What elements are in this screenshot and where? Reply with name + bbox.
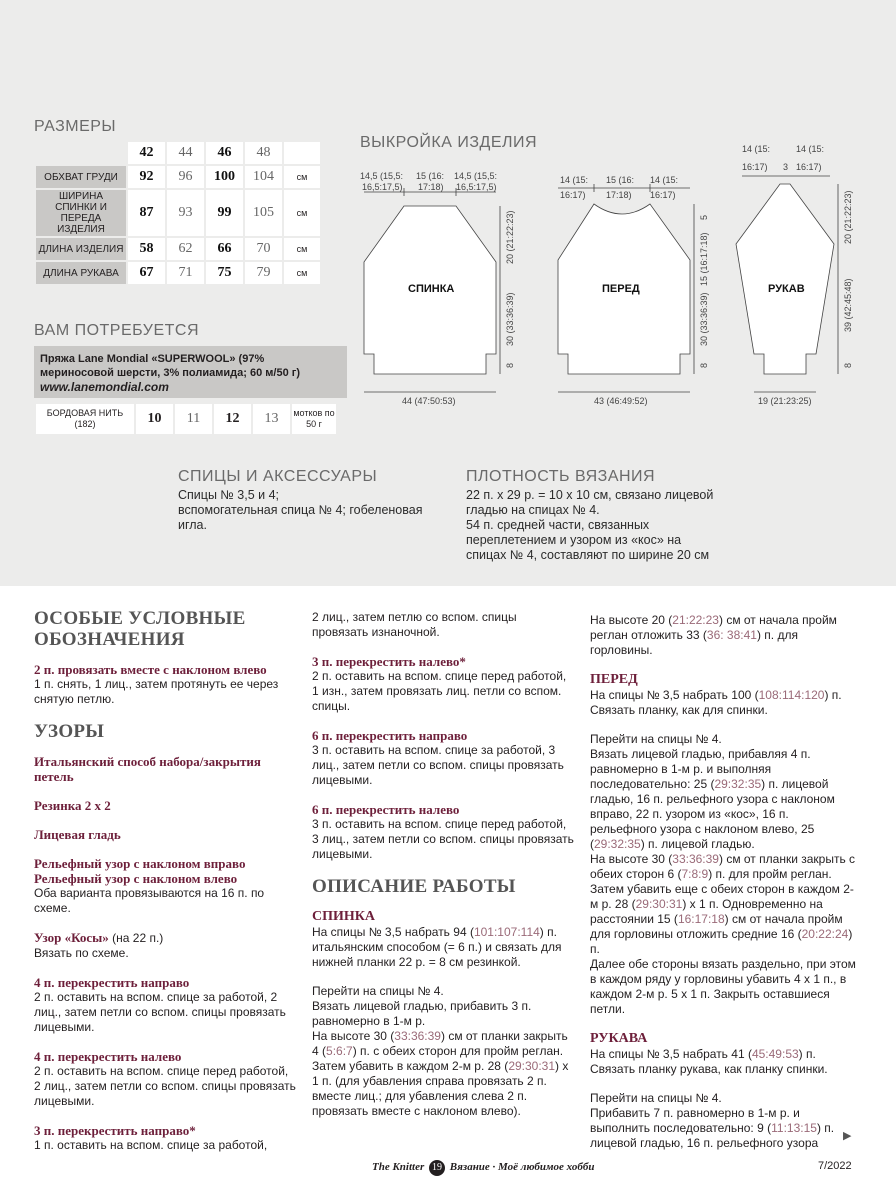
magazine-name: Вязание · Моё любимое хобби: [449, 1161, 595, 1173]
front-side-0: 5: [699, 214, 709, 220]
yarn-table: БОРДОВАЯ НИТЬ (182) 10 11 12 13 мотков по 50 г: [34, 402, 338, 436]
back-side-1: 20 (21:22:23): [505, 210, 515, 264]
accessories-heading: СПИЦЫ И АКСЕССУАРЫ: [178, 468, 378, 485]
back-side-2: 30 (33:36:39): [505, 292, 515, 346]
back-top-mid-2: 17:18): [418, 182, 444, 192]
continue-arrow-icon: ▶: [843, 1130, 852, 1142]
back-top-left-2: 16,5:17,5): [362, 182, 403, 192]
size-42: 42: [128, 142, 165, 164]
sizes-table: [34, 140, 322, 286]
sleeve-top-mid: 3: [783, 162, 789, 172]
front-top-mid-2: 17:18): [606, 190, 632, 200]
back-top-right: 14,5 (15,5:: [454, 171, 498, 181]
front-top-mid: 15 (16:: [606, 175, 635, 185]
sleeve-bottom: 19 (21:23:25): [758, 396, 812, 406]
front-top-right: 14 (15:: [650, 175, 679, 185]
special-symbols-heading: ОСОБЫЕ УСЛОВНЫЕ ОБОЗНАЧЕНИЯ: [34, 608, 246, 650]
size-48: 48: [245, 142, 282, 164]
sizes-row: ОБХВАТ ГРУДИ 92 96 100 104 см: [36, 166, 320, 188]
needed-heading: ВАМ ПОТРЕБУЕТСЯ: [34, 322, 199, 339]
yarn-info: [34, 346, 347, 398]
sleeve-side-2: 39 (42:45:48): [843, 278, 853, 332]
page-footer: [0, 1160, 896, 1180]
brand-name: The Knitter: [372, 1161, 425, 1173]
front-top-left: 14 (15:: [560, 175, 589, 185]
sleeve-top-left-2: 16:17): [742, 162, 768, 172]
back-side-3: 8: [505, 362, 515, 368]
issue-date: 7/2022: [818, 1160, 852, 1172]
accessories-text: Спицы № 3,5 и 4; вспомогательная спица № 4; гобеленовая игла.: [178, 488, 423, 532]
yarn-website: www.lanemondial.com: [40, 380, 169, 394]
page-number: 19: [429, 1160, 445, 1176]
size-46: 46: [206, 142, 243, 164]
size-44: 44: [167, 142, 204, 164]
sleeve-shape: [736, 184, 834, 374]
density-text: 22 п. х 29 р. = 10 х 10 см, связано лицевой гладью на спицах № 4. 54 п. средней части, связанных переплетением и узором из «кос» на спицах № 4, составляют по ширине 20 см: [466, 488, 714, 562]
sizes-heading: РАЗМЕРЫ: [34, 118, 117, 135]
sizes-row: ДЛИНА РУКАВА 67 71 75 79 см: [36, 262, 320, 284]
sleeve-top-right-2: 16:17): [796, 162, 822, 172]
front-top-right-2: 16:17): [650, 190, 676, 200]
front-bottom: 43 (46:49:52): [594, 396, 648, 406]
back-top-mid: 15 (16:: [416, 171, 445, 181]
description-heading: ОПИСАНИЕ РАБОТЫ: [312, 876, 516, 897]
sleeve-label: РУКАВ: [768, 283, 805, 295]
back-bottom: 44 (47:50:53): [402, 396, 456, 406]
sizes-header-row: [36, 142, 320, 164]
sleeves-heading: РУКАВА: [590, 1031, 648, 1046]
pattern-heading: ВЫКРОЙКА ИЗДЕЛИЯ: [360, 134, 538, 151]
back-top-left: 14,5 (15,5:: [360, 171, 404, 181]
yarn-color-label: БОРДОВАЯ НИТЬ (182): [36, 404, 134, 434]
column-1: ОСОБЫЕ УСЛОВНЫЕ ОБОЗНАЧЕНИЯ 2 п. провязать вместе с наклоном влево 1 п. снять, 1 лиц., затем протянуть ее через снятую петлю. УЗОРЫ Итальянский способ набора/закрытия петель Резинка 2 х 2 Лицевая гладь Рельефный узор с наклоном вправо Рельефный узор с наклоном влево Оба варианта провязываются на 16 п. по схеме. Узор «Косы» (на 22 п.) Вязать по схеме. 4 п. перекрестить направо 2 п. оставить на вспом. спице за работой, 2 лиц., затем петли со вспом. спицы провязать лицевыми. 4 п. перекрестить налево 2 п. оставить на вспом. спице перед работой, 2 лиц., затем петли со вспом. спицы провязать лицевыми. 3 п. перекрестить направо* 1 п. оставить на вспом. спице за работой,: [34, 608, 296, 1152]
sizes-row: ДЛИНА ИЗДЕЛИЯ 58 62 66 70 см: [36, 238, 320, 260]
sleeve-side-3: 8: [843, 362, 853, 368]
back-label: СПИНКА: [408, 283, 455, 295]
back-heading: СПИНКА: [312, 909, 376, 924]
sleeve-top-left: 14 (15:: [742, 144, 771, 154]
front-label: ПЕРЕД: [602, 283, 640, 295]
back-top-right-2: 16,5:17,5): [456, 182, 497, 192]
column-3: На высоте 20 (21:22:23) см от начала пройм реглан отложить 33 (36: 38:41) п. для горловины. ПЕРЕД На спицы № 3,5 набрать 100 (108:114:120) п. Связать планку, как для спинки. Перейти на спицы № 4. Вязать лицевой гладью, прибавляя 4 п. равномерно в 1-м р. и выполняя последовательно: 25 (29:32:35) п. лицевой гладью, 16 п. рельефного узора с наклоном вправо, 22 п. узором из «кос», 16 п. рельефного узора с наклоном влево, 25 (29:32:35) п. лицевой гладью. На высоте 30 (33:36:39) см от планки закрыть с обеих сторон 6 (7:8:9) п. для пройм реглан. Затем убавить еще с обеих сторон в каждом 2-м р. 28 (29:30:31) х 1 п. Одновременно на расстоянии 15 (16:17:18) см от начала пройм для горловины отложить средние 16 (20:22:24) п. Далее обе стороны вязать раздельно, при этом в каждом ряду у горловины убавить 4 х 1 п., в каждом 2-м р. 5 х 1 п. Закрыть оставшиеся петли. РУКАВА На спицы № 3,5 набрать 41 (45:49:53) п. Связать планку рукава, как планку спинки. Перейти на спицы № 4. Прибавить 7 п. равномерно в 1-м р. и выполнить последовательно: 9 (11:13:15) п. лицевой гладью, 16 п. рельефного узора: [590, 613, 858, 1165]
front-side-3: 8: [699, 362, 709, 368]
yarn-unit: мотков по 50 г: [292, 404, 336, 434]
front-heading: ПЕРЕД: [590, 672, 638, 687]
column-2: 2 лиц., затем петлю со вспом. спицы провязать изнаночной. 3 п. перекрестить налево* 2 п. оставить на вспом. спице перед работой, 1 изн., затем провязать лиц. петли со вспом. спицы. 6 п. перекрестить направо 3 п. оставить на вспом. спице за работой, 3 лиц., затем петли со вспом. спицы провязать лицевыми. 6 п. перекрестить налево 3 п. оставить на вспом. спице перед работой, 3 лиц., затем петли со вспом. спицы провязать лицевыми. ОПИСАНИЕ РАБОТЫ СПИНКА На спицы № 3,5 набрать 94 (101:107:114) п. итальянским способом (= 6 п.) и связать для нижней планки 22 р. = 8 см резинкой. Перейти на спицы № 4. Вязать лицевой гладью, прибавить 3 п. равномерно в 1-м р. На высоте 30 (33:36:39) см от планки закрыть 4 (5:6:7) п. с обеих сторон для пройм реглан. Затем убавить в каждом 2-м р. 28 (29:30:31) х 1 п. (для убавления справа провязать 2 п. вместе лиц.; для убавления слева 2 п. провязать вместе с наклоном влево).: [312, 610, 574, 1118]
front-top-left-2: 16:17): [560, 190, 586, 200]
sizes-row: ШИРИНА СПИНКИ И ПЕРЕДА ИЗДЕЛИЯ 87 93 99 105 см: [36, 190, 320, 236]
sleeve-side-1: 20 (21:22:23): [843, 190, 853, 244]
front-side-2: 30 (33:36:39): [699, 292, 709, 346]
sleeve-top-right: 14 (15:: [796, 144, 825, 154]
density-heading: ПЛОТНОСТЬ ВЯЗАНИЯ: [466, 468, 656, 485]
patterns-heading: УЗОРЫ: [34, 721, 105, 742]
front-side-1: 15 (16:17:18): [699, 232, 709, 286]
pattern-diagram: [350, 144, 870, 410]
yarn-description: Пряжа Lane Mondial «SUPERWOOL» (97% мериносовой шерсти, 3% полиамида; 60 м/50 г): [40, 353, 300, 379]
